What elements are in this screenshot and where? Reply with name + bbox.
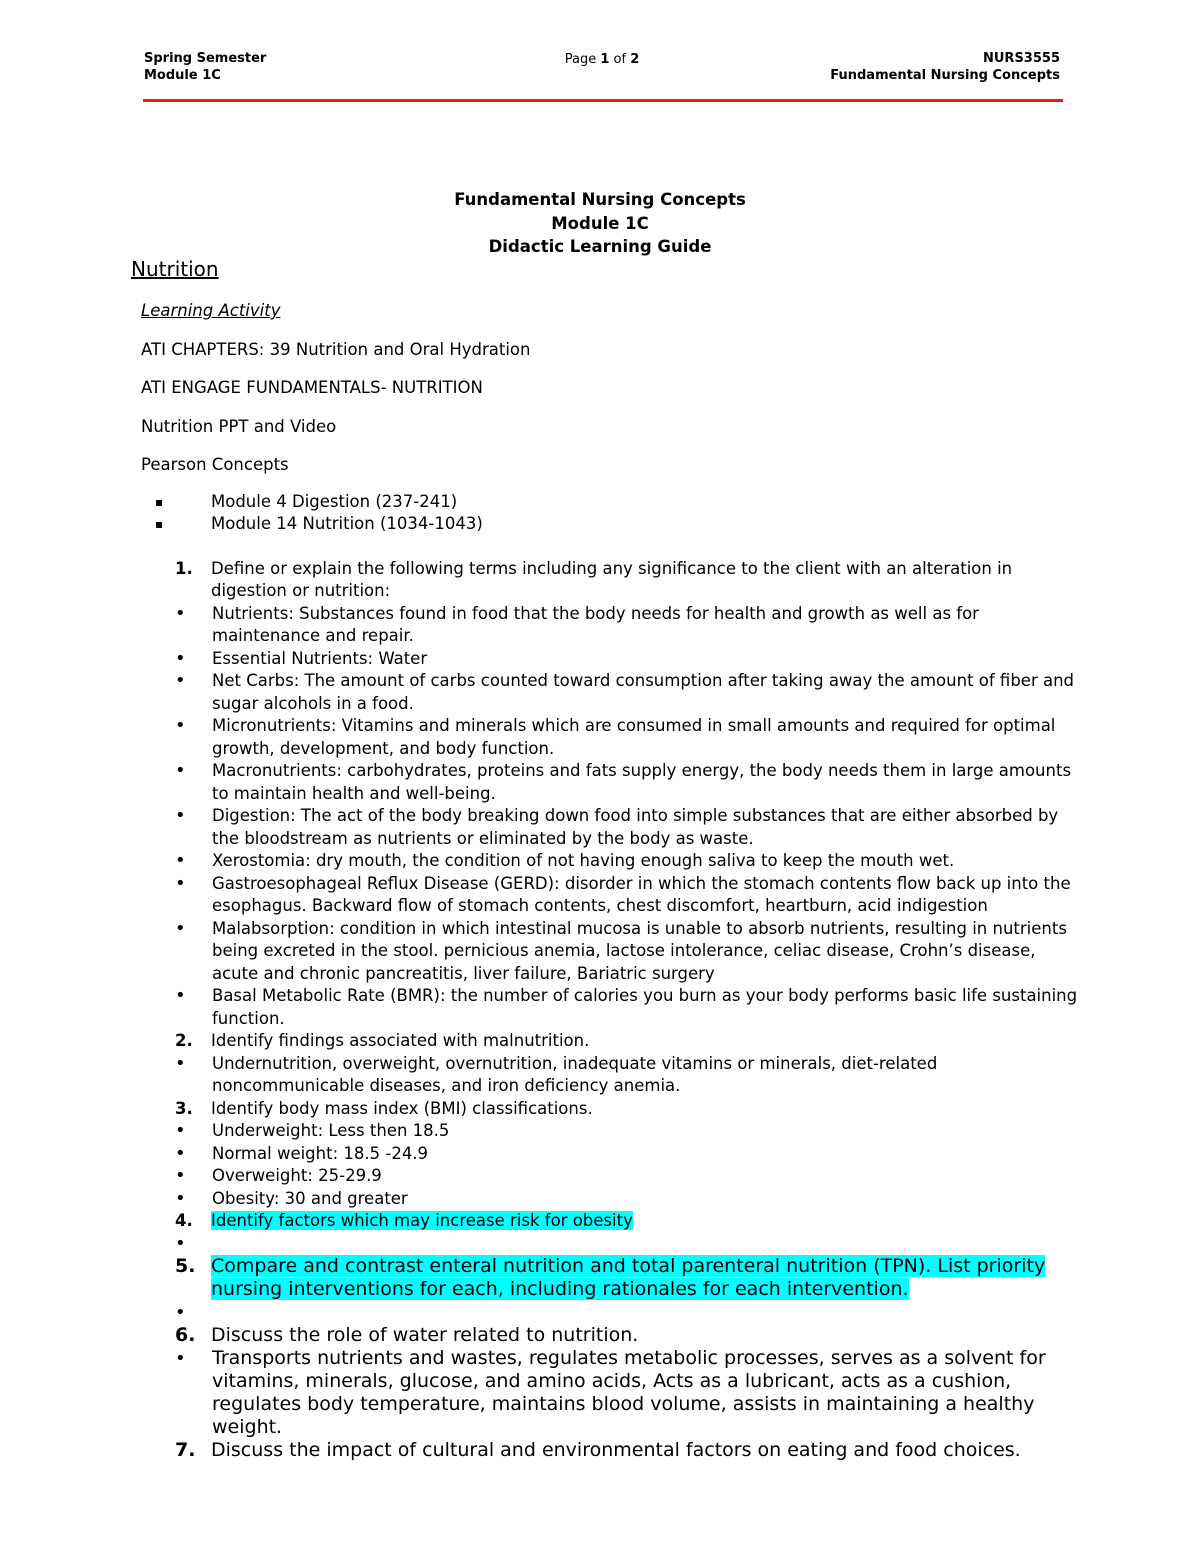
list-item: ▪ Module 14 Nutrition (1034-1043) bbox=[141, 513, 1081, 536]
list-item: • Obesity: 30 and greater bbox=[141, 1188, 1081, 1211]
list-item: • Nutrients: Substances found in food that the body needs for health and growth as well as for maintenance and repair. bbox=[141, 603, 1081, 648]
title-line: Didactic Learning Guide bbox=[488, 237, 712, 256]
question-text: Discuss the role of water related to nutrition. bbox=[211, 1324, 639, 1346]
question-number: 7. bbox=[175, 1439, 196, 1461]
list-item: • Net Carbs: The amount of carbs counted toward consumption after taking away the amount of fiber and sugar alcohols in a food. bbox=[141, 670, 1081, 715]
question-text: Identify body mass index (BMI) classifications. bbox=[211, 1098, 593, 1118]
list-item: • Underweight: Less then 18.5 bbox=[141, 1120, 1081, 1143]
page-of: of bbox=[609, 52, 631, 67]
page-current: 1 bbox=[600, 52, 610, 67]
resource-line: ATI ENGAGE FUNDAMENTALS- NUTRITION bbox=[141, 378, 483, 397]
list-item: • Undernutrition, overweight, overnutrition, inadequate vitamins or minerals, diet-related noncommunicable diseases, and iron deficiency anemia. bbox=[141, 1053, 1081, 1098]
title-line: Module 1C bbox=[551, 213, 649, 233]
question-7 bbox=[141, 1439, 1081, 1462]
question-text: Discuss the impact of cultural and environmental factors on eating and food choices. bbox=[211, 1439, 1021, 1461]
question-number: 6. bbox=[175, 1324, 196, 1346]
answer-list bbox=[141, 1053, 1081, 1098]
question-text: Define or explain the following terms including any significance to the client with an alteration in digestion or nutrition: bbox=[211, 558, 1013, 600]
question-number: 5. bbox=[175, 1255, 196, 1277]
document-body bbox=[141, 300, 1081, 1462]
learning-activity-heading: Learning Activity bbox=[141, 301, 281, 320]
header-course-name: Fundamental Nursing Concepts bbox=[830, 68, 1060, 83]
module-list bbox=[141, 491, 1081, 536]
question-number: 2. bbox=[175, 1031, 193, 1050]
list-item: • Basal Metabolic Rate (BMR): the number of calories you burn as your body performs basic life sustaining function. bbox=[141, 985, 1081, 1030]
question-1 bbox=[141, 558, 1081, 1031]
header-module: Module 1C bbox=[144, 68, 221, 83]
list-item: • Micronutrients: Vitamins and minerals which are consumed in small amounts and required for optimal growth, development, and body function. bbox=[141, 715, 1081, 760]
question-text: Identify factors which may increase risk for obesity bbox=[211, 1211, 633, 1230]
list-item: • Digestion: The act of the body breaking down food into simple substances that are either absorbed by the bloodstream as nutrients or eliminated by the body as waste. bbox=[141, 805, 1081, 850]
document-title bbox=[0, 188, 1200, 259]
question-number: 1. bbox=[175, 558, 193, 578]
question-number: 3. bbox=[175, 1098, 193, 1118]
list-item: • Malabsorption: condition in which intestinal mucosa is unable to absorb nutrients, resulting in nutrients being excreted in the stool. pernicious anemia, lactose intolerance, celiac disease, Crohn’s disease, acute and chronic pancreatitis, liver failure, Bariatric surgery bbox=[141, 918, 1081, 986]
page-total: 2 bbox=[630, 52, 640, 67]
question-number: 4. bbox=[175, 1211, 193, 1230]
list-item: • Xerostomia: dry mouth, the condition of not having enough saliva to keep the mouth wet. bbox=[141, 850, 1081, 873]
header-course-code: NURS3555 bbox=[983, 51, 1060, 66]
answer-list bbox=[141, 1347, 1081, 1439]
question-5 bbox=[141, 1255, 1081, 1324]
list-item: ▪ Module 4 Digestion (237-241) bbox=[141, 491, 1081, 514]
question-text: Compare and contrast enteral nutrition and total parenteral nutrition (TPN). List priority nursing interventions for each, including rationales for each intervention. bbox=[211, 1255, 1046, 1300]
list-item: • Gastroesophageal Reflux Disease (GERD): disorder in which the stomach contents flow back up into the esophagus. Backward flow of stomach contents, chest discomfort, heartburn, acid indigestion bbox=[141, 873, 1081, 918]
question-3 bbox=[141, 1098, 1081, 1211]
list-item: • Macronutrients: carbohydrates, proteins and fats supply energy, the body needs them in large amounts to maintain health and well-being. bbox=[141, 760, 1081, 805]
header-right bbox=[830, 50, 1060, 84]
section-heading: Nutrition bbox=[131, 257, 219, 281]
question-text: Identify findings associated with malnutrition. bbox=[211, 1031, 590, 1050]
page-prefix: Page bbox=[564, 52, 601, 67]
page-header bbox=[144, 50, 1060, 90]
resource-line: Nutrition PPT and Video bbox=[141, 416, 337, 436]
answer-list bbox=[141, 1233, 1081, 1256]
question-2 bbox=[141, 1030, 1081, 1098]
question-6 bbox=[141, 1324, 1081, 1439]
answer-list bbox=[141, 1120, 1081, 1210]
header-semester: Spring Semester bbox=[144, 51, 267, 66]
answer-list bbox=[141, 1301, 1081, 1324]
resource-line: ATI CHAPTERS: 39 Nutrition and Oral Hydration bbox=[141, 339, 531, 359]
answer-list bbox=[141, 603, 1081, 1031]
list-item: • Essential Nutrients: Water bbox=[141, 648, 1081, 671]
list-item: • Transports nutrients and wastes, regulates metabolic processes, serves as a solvent for vitamins, minerals, glucose, and amino acids, Acts as a lubricant, acts as a cushion, regulates body temperature, maintains blood volume, assists in maintaining a healthy weight. bbox=[141, 1347, 1081, 1439]
title-line: Fundamental Nursing Concepts bbox=[454, 190, 746, 209]
question-4 bbox=[141, 1210, 1081, 1255]
list-item: • Normal weight: 18.5 -24.9 bbox=[141, 1143, 1081, 1166]
list-item bbox=[141, 1301, 1081, 1324]
list-item: • Overweight: 25-29.9 bbox=[141, 1165, 1081, 1188]
question-list bbox=[141, 558, 1081, 1463]
list-item bbox=[141, 1233, 1081, 1256]
header-divider bbox=[143, 99, 1063, 102]
resource-line: Pearson Concepts bbox=[141, 455, 289, 474]
